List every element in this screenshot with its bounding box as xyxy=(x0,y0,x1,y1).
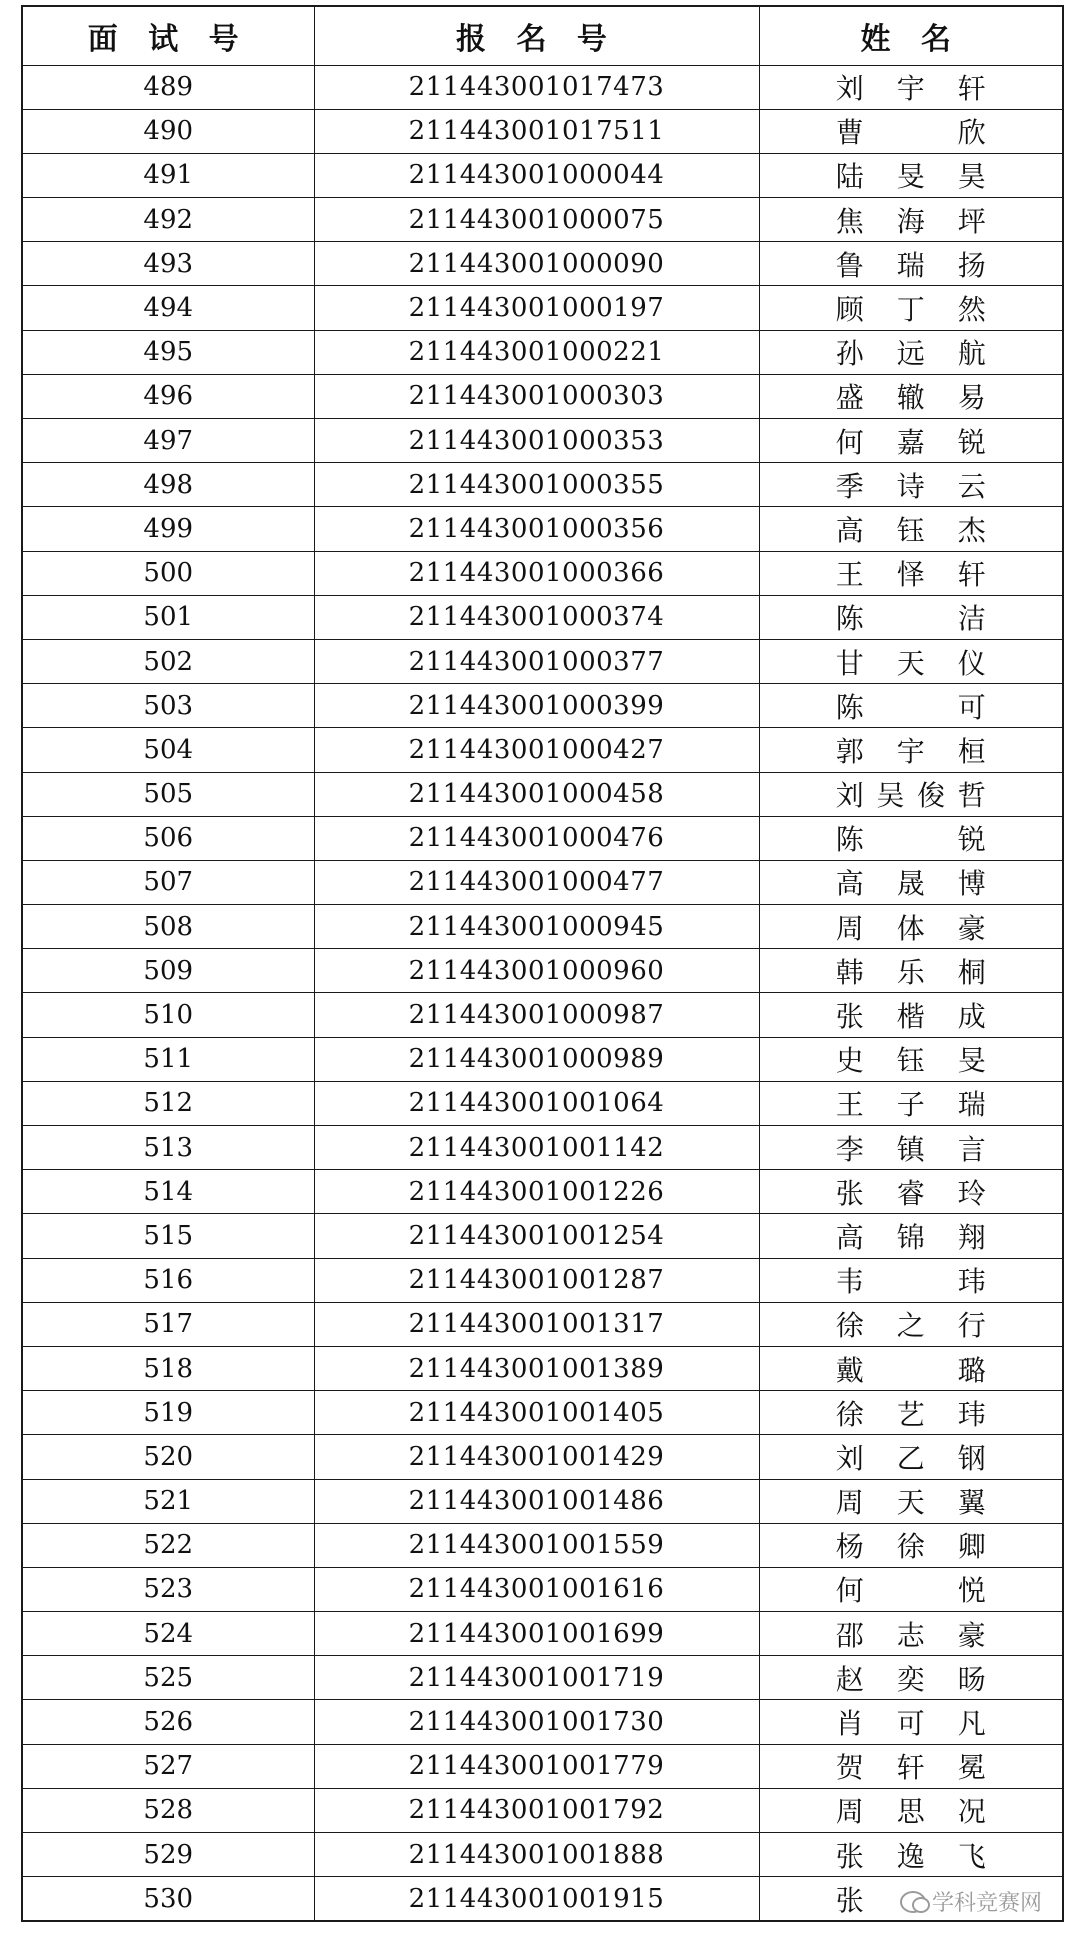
header-name: 姓 名 xyxy=(759,6,1063,65)
table-row xyxy=(22,1479,1063,1523)
watermark-text: 学科竞赛网 xyxy=(931,1891,1042,1916)
registration-number-cell: 211443001001792 xyxy=(314,1788,759,1832)
table-row xyxy=(22,772,1063,816)
table-row xyxy=(22,374,1063,418)
interview-number-cell: 498 xyxy=(22,463,314,507)
registration-number-cell: 211443001001699 xyxy=(314,1612,759,1656)
wechat-icon xyxy=(900,1891,926,1913)
registration-number-cell: 211443001000221 xyxy=(314,330,759,374)
name-cell xyxy=(759,1081,1063,1125)
registration-number-cell: 211443001000366 xyxy=(314,551,759,595)
interview-number-cell: 525 xyxy=(22,1656,314,1700)
name-spacing: 王 子 瑞 xyxy=(835,1088,986,1122)
name-cell xyxy=(759,198,1063,242)
interview-number-cell: 524 xyxy=(22,1612,314,1656)
name-spacing: 邵 志 豪 xyxy=(835,1618,986,1652)
name-spacing: 杨 徐 卿 xyxy=(835,1530,986,1564)
name-spacing: 刘 宇 轩 xyxy=(835,72,986,106)
interview-roster-table xyxy=(21,5,1064,1922)
registration-number-cell: 211443001001486 xyxy=(314,1479,759,1523)
name-cell xyxy=(759,860,1063,904)
registration-number-cell: 211443001001064 xyxy=(314,1081,759,1125)
interview-number-cell: 529 xyxy=(22,1833,314,1877)
interview-number-cell: 493 xyxy=(22,242,314,286)
name-spacing: 甘 天 仪 xyxy=(835,646,986,680)
name-spacing: 韦 玮 xyxy=(835,1265,986,1299)
interview-number-cell: 528 xyxy=(22,1788,314,1832)
table-row xyxy=(22,1391,1063,1435)
name-cell xyxy=(759,1744,1063,1788)
name-spacing: 周 思 况 xyxy=(835,1795,986,1829)
table-header xyxy=(22,6,1063,65)
table-row xyxy=(22,153,1063,197)
table-row xyxy=(22,1567,1063,1611)
name-cell xyxy=(759,1391,1063,1435)
registration-number-cell: 211443001001730 xyxy=(314,1700,759,1744)
interview-number-cell: 497 xyxy=(22,419,314,463)
registration-number-cell: 211443001000477 xyxy=(314,860,759,904)
table-row xyxy=(22,1523,1063,1567)
name-cell xyxy=(759,1214,1063,1258)
registration-number-cell: 211443001000399 xyxy=(314,684,759,728)
registration-number-cell: 211443001000075 xyxy=(314,198,759,242)
table-row xyxy=(22,1435,1063,1479)
name-spacing: 陈 可 xyxy=(835,690,986,724)
registration-number-cell: 211443001000476 xyxy=(314,816,759,860)
name-spacing: 刘 乙 钢 xyxy=(835,1441,986,1475)
name-spacing: 鲁 瑞 扬 xyxy=(835,248,986,282)
table-row xyxy=(22,1126,1063,1170)
interview-number-cell: 512 xyxy=(22,1081,314,1125)
name-spacing: 曹 欣 xyxy=(835,116,986,150)
name-spacing: 何 悦 xyxy=(835,1574,986,1608)
table-row xyxy=(22,1788,1063,1832)
name-spacing: 刘 吴 俊 哲 xyxy=(835,779,986,813)
name-cell xyxy=(759,1302,1063,1346)
name-cell xyxy=(759,1656,1063,1700)
registration-number-cell: 211443001001389 xyxy=(314,1346,759,1390)
interview-number-cell: 492 xyxy=(22,198,314,242)
name-spacing: 高 钰 杰 xyxy=(835,513,986,547)
table-row xyxy=(22,1744,1063,1788)
table-row xyxy=(22,242,1063,286)
name-spacing: 赵 奕 旸 xyxy=(835,1662,986,1696)
table-row xyxy=(22,507,1063,551)
name-cell xyxy=(759,993,1063,1037)
table-row xyxy=(22,330,1063,374)
interview-number-cell: 491 xyxy=(22,153,314,197)
interview-number-cell: 495 xyxy=(22,330,314,374)
registration-number-cell: 211443001000044 xyxy=(314,153,759,197)
name-cell xyxy=(759,772,1063,816)
interview-number-cell: 506 xyxy=(22,816,314,860)
name-cell xyxy=(759,1479,1063,1523)
name-spacing: 徐 之 行 xyxy=(835,1309,986,1343)
name-cell xyxy=(759,728,1063,772)
table-row xyxy=(22,905,1063,949)
table-row xyxy=(22,595,1063,639)
registration-number-cell: 211443001001317 xyxy=(314,1302,759,1346)
interview-number-cell: 510 xyxy=(22,993,314,1037)
table-row xyxy=(22,551,1063,595)
name-cell xyxy=(759,1523,1063,1567)
name-spacing: 史 钰 旻 xyxy=(835,1044,986,1078)
table-row xyxy=(22,419,1063,463)
interview-number-cell: 527 xyxy=(22,1744,314,1788)
name-cell xyxy=(759,1258,1063,1302)
registration-number-cell: 211443001000090 xyxy=(314,242,759,286)
name-spacing: 张 楷 成 xyxy=(835,1000,986,1034)
name-spacing: 王 怿 轩 xyxy=(835,558,986,592)
registration-number-cell: 211443001001405 xyxy=(314,1391,759,1435)
name-spacing: 陈 锐 xyxy=(835,823,986,857)
registration-number-cell: 211443001017511 xyxy=(314,109,759,153)
interview-number-cell: 502 xyxy=(22,639,314,683)
interview-number-cell: 518 xyxy=(22,1346,314,1390)
name-spacing: 陆 旻 昊 xyxy=(835,160,986,194)
table-row xyxy=(22,860,1063,904)
name-cell xyxy=(759,419,1063,463)
name-cell xyxy=(759,1700,1063,1744)
name-spacing: 高 锦 翔 xyxy=(835,1220,986,1254)
table-row xyxy=(22,1214,1063,1258)
registration-number-cell: 211443001000355 xyxy=(314,463,759,507)
interview-number-cell: 494 xyxy=(22,286,314,330)
registration-number-cell: 211443001000197 xyxy=(314,286,759,330)
registration-number-cell: 211443001000458 xyxy=(314,772,759,816)
interview-number-cell: 523 xyxy=(22,1567,314,1611)
table-body xyxy=(22,65,1063,1921)
name-spacing: 张 xyxy=(835,1883,864,1917)
table-row xyxy=(22,949,1063,993)
interview-number-cell: 490 xyxy=(22,109,314,153)
table-row xyxy=(22,1081,1063,1125)
registration-number-cell: 211443001000374 xyxy=(314,595,759,639)
registration-number-cell: 211443001001915 xyxy=(314,1877,759,1921)
interview-number-cell: 508 xyxy=(22,905,314,949)
name-cell xyxy=(759,639,1063,683)
registration-number-cell: 211443001000960 xyxy=(314,949,759,993)
name-spacing: 焦 海 坪 xyxy=(835,204,986,238)
registration-number-cell: 211443001000945 xyxy=(314,905,759,949)
interview-number-cell: 515 xyxy=(22,1214,314,1258)
interview-number-cell: 496 xyxy=(22,374,314,418)
registration-number-cell: 211443001001226 xyxy=(314,1170,759,1214)
name-spacing: 盛 辙 易 xyxy=(835,381,986,415)
name-cell xyxy=(759,1788,1063,1832)
name-cell xyxy=(759,109,1063,153)
name-cell xyxy=(759,1126,1063,1170)
registration-number-cell: 211443001017473 xyxy=(314,65,759,109)
table-row xyxy=(22,993,1063,1037)
name-cell xyxy=(759,153,1063,197)
interview-number-cell: 501 xyxy=(22,595,314,639)
table-row xyxy=(22,1037,1063,1081)
table-row xyxy=(22,1170,1063,1214)
name-cell xyxy=(759,595,1063,639)
name-spacing: 顾 丁 然 xyxy=(835,293,986,327)
name-spacing: 李 镇 言 xyxy=(835,1132,986,1166)
table-row xyxy=(22,1656,1063,1700)
name-cell xyxy=(759,816,1063,860)
interview-number-cell: 507 xyxy=(22,860,314,904)
name-cell xyxy=(759,374,1063,418)
name-spacing: 何 嘉 锐 xyxy=(835,425,986,459)
name-cell xyxy=(759,507,1063,551)
name-cell xyxy=(759,65,1063,109)
table-row xyxy=(22,286,1063,330)
interview-number-cell: 517 xyxy=(22,1302,314,1346)
table-row xyxy=(22,1833,1063,1877)
registration-number-cell: 211443001000427 xyxy=(314,728,759,772)
name-spacing: 周 天 翼 xyxy=(835,1486,986,1520)
name-cell xyxy=(759,242,1063,286)
registration-number-cell: 211443001000303 xyxy=(314,374,759,418)
header-registration-number: 报 名 号 xyxy=(314,6,759,65)
name-cell xyxy=(759,905,1063,949)
table-row xyxy=(22,1700,1063,1744)
table-row xyxy=(22,639,1063,683)
name-cell xyxy=(759,1435,1063,1479)
table-row xyxy=(22,65,1063,109)
table-row xyxy=(22,1302,1063,1346)
table-row xyxy=(22,1346,1063,1390)
table-row xyxy=(22,728,1063,772)
name-spacing: 张 逸 飞 xyxy=(835,1839,986,1873)
interview-number-cell: 526 xyxy=(22,1700,314,1744)
name-cell xyxy=(759,1170,1063,1214)
interview-number-cell: 489 xyxy=(22,65,314,109)
header-interview-number: 面 试 号 xyxy=(22,6,314,65)
interview-number-cell: 513 xyxy=(22,1126,314,1170)
table-row xyxy=(22,463,1063,507)
registration-number-cell: 211443001001779 xyxy=(314,1744,759,1788)
name-spacing: 肖 可 凡 xyxy=(835,1707,986,1741)
name-spacing: 贺 轩 冕 xyxy=(835,1751,986,1785)
interview-number-cell: 519 xyxy=(22,1391,314,1435)
table-row xyxy=(22,198,1063,242)
name-spacing: 戴 璐 xyxy=(835,1353,986,1387)
name-spacing: 徐 艺 玮 xyxy=(835,1397,986,1431)
name-spacing: 周 体 豪 xyxy=(835,911,986,945)
registration-number-cell: 211443001001429 xyxy=(314,1435,759,1479)
registration-number-cell: 211443001001287 xyxy=(314,1258,759,1302)
registration-number-cell: 211443001000353 xyxy=(314,419,759,463)
header-row xyxy=(22,6,1063,65)
registration-number-cell: 211443001001719 xyxy=(314,1656,759,1700)
name-spacing: 陈 洁 xyxy=(835,602,986,636)
name-cell xyxy=(759,463,1063,507)
registration-number-cell: 211443001001254 xyxy=(314,1214,759,1258)
name-spacing: 张 睿 玲 xyxy=(835,1176,986,1210)
table-row xyxy=(22,684,1063,728)
registration-number-cell: 211443001000989 xyxy=(314,1037,759,1081)
interview-number-cell: 509 xyxy=(22,949,314,993)
interview-number-cell: 530 xyxy=(22,1877,314,1921)
name-cell xyxy=(759,286,1063,330)
interview-number-cell: 514 xyxy=(22,1170,314,1214)
name-cell xyxy=(759,949,1063,993)
registration-number-cell: 211443001000356 xyxy=(314,507,759,551)
interview-number-cell: 505 xyxy=(22,772,314,816)
interview-number-cell: 504 xyxy=(22,728,314,772)
table-row xyxy=(22,1612,1063,1656)
interview-number-cell: 520 xyxy=(22,1435,314,1479)
name-cell xyxy=(759,1833,1063,1877)
interview-number-cell: 516 xyxy=(22,1258,314,1302)
name-cell xyxy=(759,1612,1063,1656)
name-cell xyxy=(759,330,1063,374)
table-row xyxy=(22,1258,1063,1302)
registration-number-cell: 211443001001616 xyxy=(314,1567,759,1611)
name-cell xyxy=(759,1346,1063,1390)
watermark xyxy=(900,1886,1042,1917)
interview-number-cell: 511 xyxy=(22,1037,314,1081)
registration-number-cell: 211443001001559 xyxy=(314,1523,759,1567)
name-spacing: 韩 乐 桐 xyxy=(835,955,986,989)
name-cell xyxy=(759,1567,1063,1611)
name-cell xyxy=(759,551,1063,595)
registration-number-cell: 211443001001888 xyxy=(314,1833,759,1877)
name-cell xyxy=(759,1037,1063,1081)
name-spacing: 郭 宇 桓 xyxy=(835,734,986,768)
interview-number-cell: 499 xyxy=(22,507,314,551)
registration-number-cell: 211443001000377 xyxy=(314,639,759,683)
interview-number-cell: 503 xyxy=(22,684,314,728)
name-spacing: 季 诗 云 xyxy=(835,469,986,503)
table-row xyxy=(22,816,1063,860)
name-spacing: 孙 远 航 xyxy=(835,337,986,371)
registration-number-cell: 211443001000987 xyxy=(314,993,759,1037)
interview-number-cell: 500 xyxy=(22,551,314,595)
interview-number-cell: 522 xyxy=(22,1523,314,1567)
name-cell xyxy=(759,684,1063,728)
registration-number-cell: 211443001001142 xyxy=(314,1126,759,1170)
table-row xyxy=(22,109,1063,153)
name-spacing: 高 晟 博 xyxy=(835,867,986,901)
interview-number-cell: 521 xyxy=(22,1479,314,1523)
